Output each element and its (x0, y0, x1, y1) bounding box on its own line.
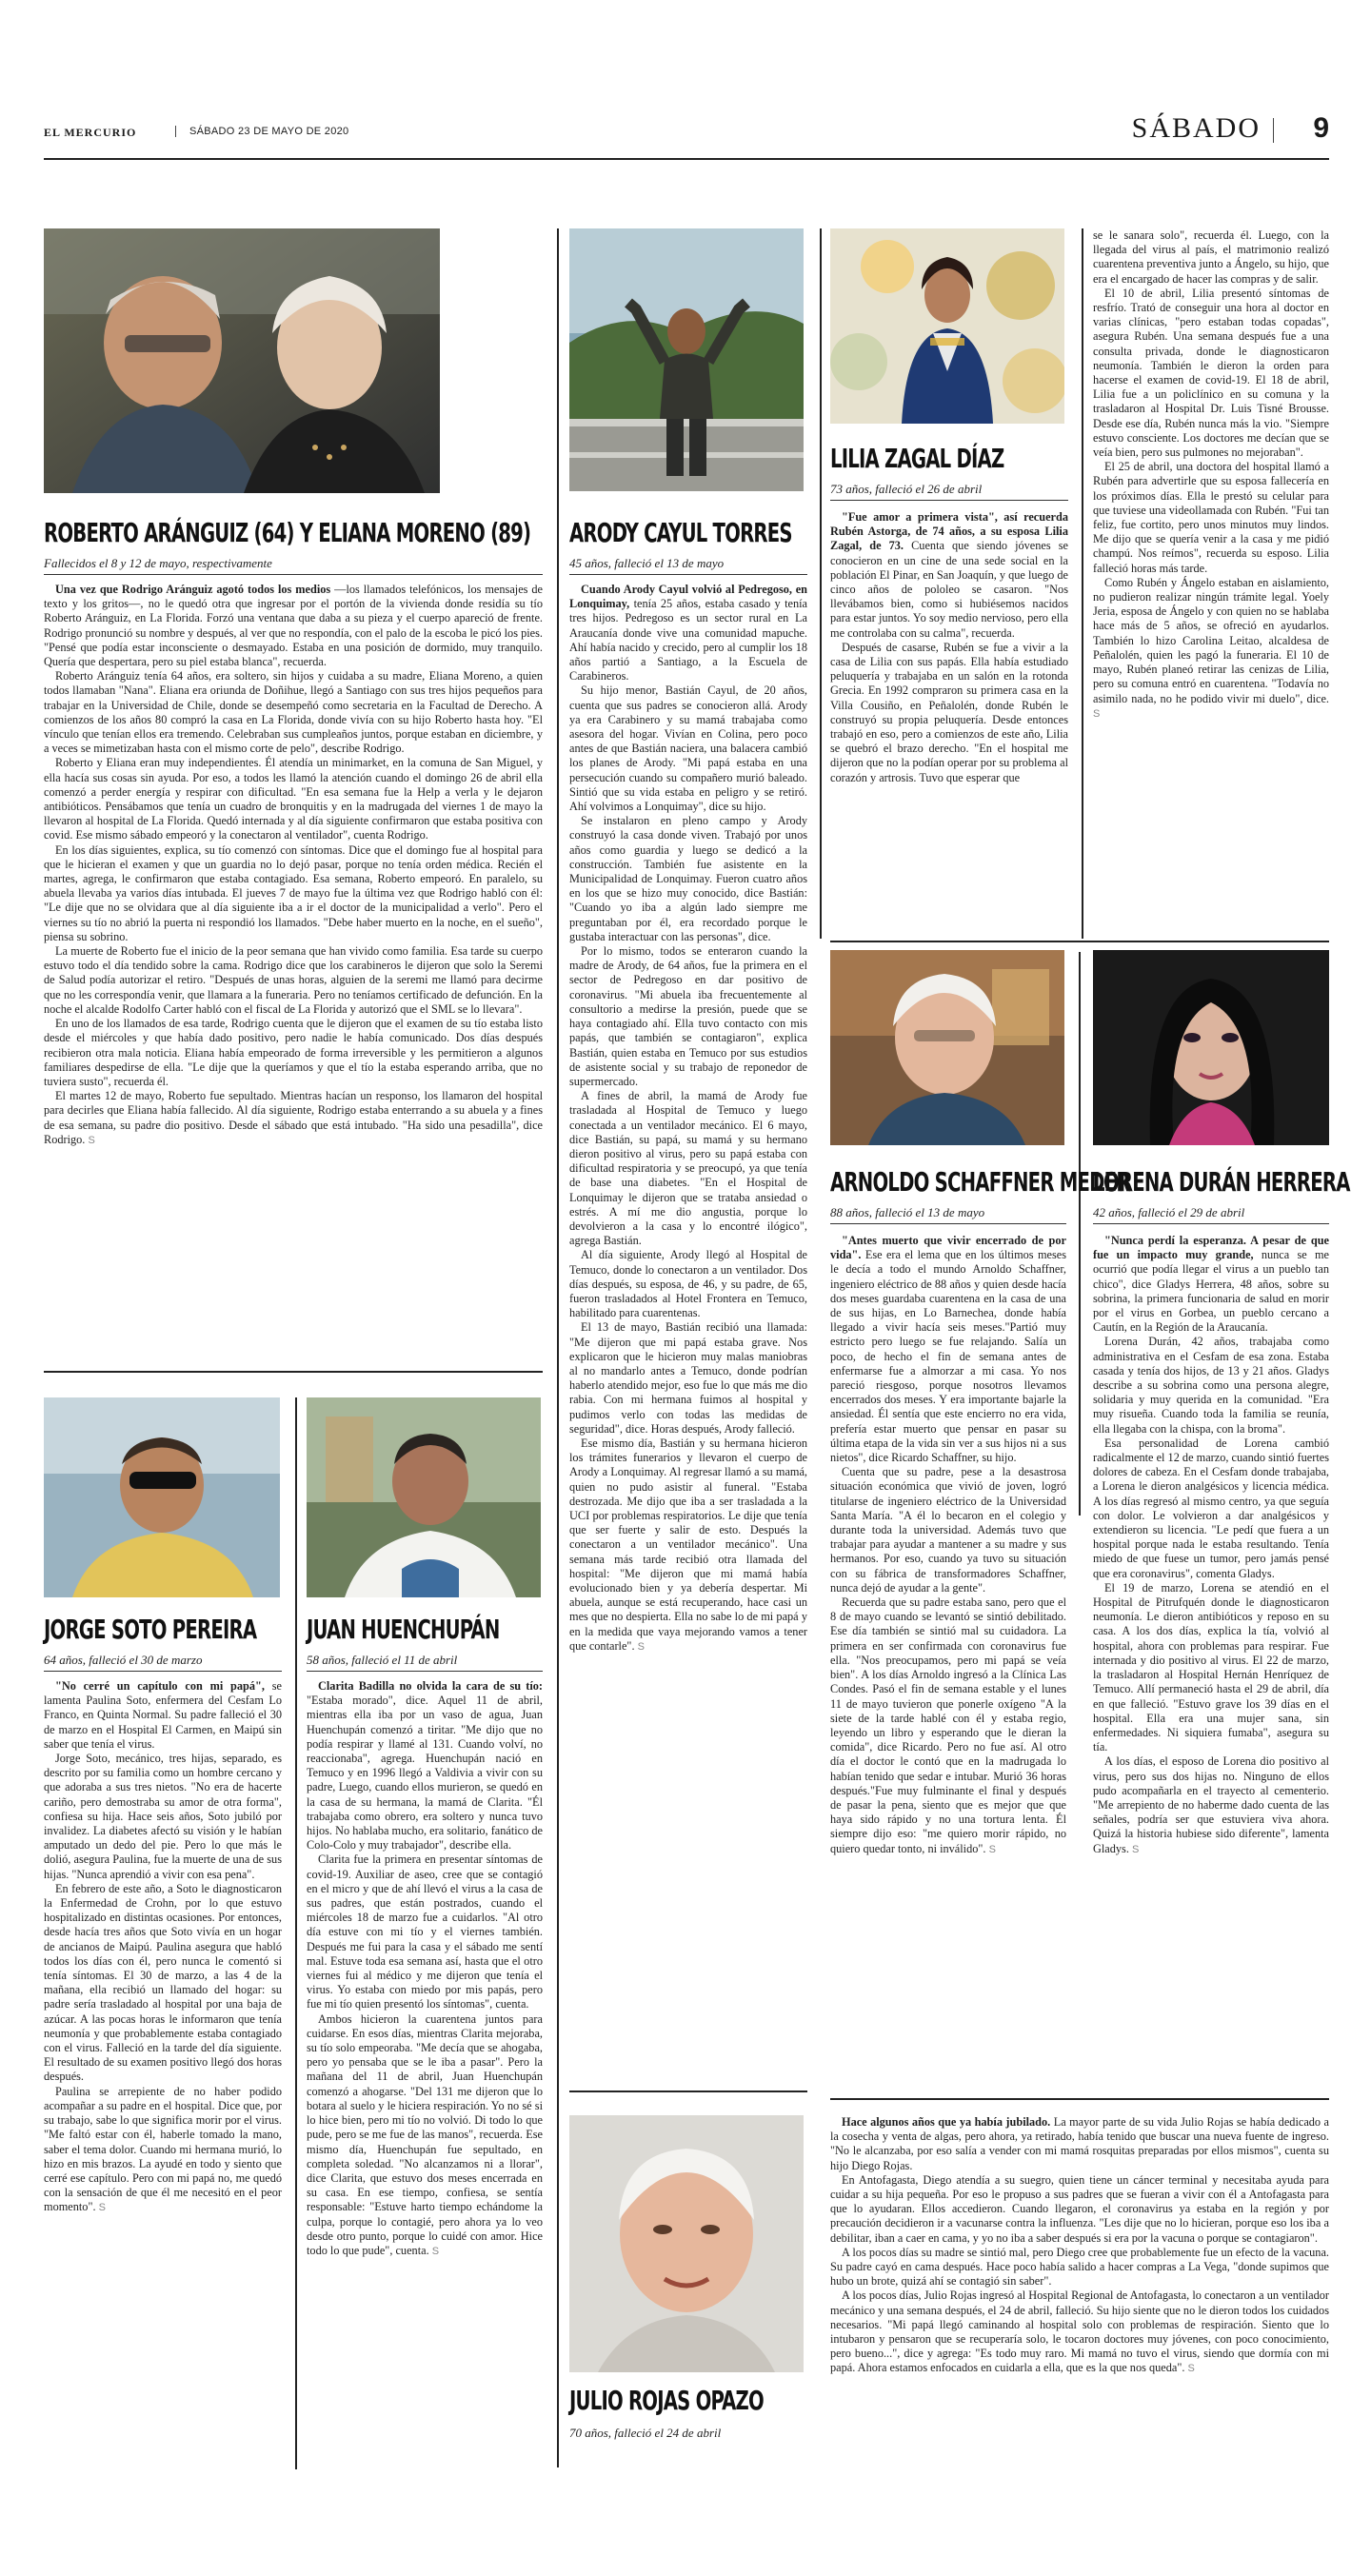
article-body (307, 1679, 543, 2479)
subtitle: 45 años, falleció el 13 de mayo (569, 556, 725, 570)
divider (44, 574, 543, 575)
column-divider (820, 228, 822, 939)
article-body (44, 1679, 282, 2479)
paragraph: Ese era el lema que en los últimos meses le decía a todo el mundo Arnoldo Schaffner, ingeniero eléctrico de 88 años y quien desde hacía dos meses guardaba cuarentena en la casa de una de sus hijas, en Lo Barnechea, donde había llegado a vivir hacía seis meses."Partió muy estricto pero luego se fue relajando. Salía un poco, de hecho el fin de semana antes de enfermarse fue a almorzar a mi casa. Yo nos pareció riesgoso, porque nosotros llevamos encerrados dos meses. Y era importante bajarle la ansiedad. Él sentía que este encierro no era vida, prefería estar muerto que pensar en pasar su última etapa de la vida sin ver a sus hijos ni a sus nietos", dice Ricardo Schaffner, su hijo. (830, 1248, 1066, 1465)
paragraph: —los llamados telefónicos, los mensajes de texto y los gritos—, no le quedó otra que ingresar por el portón de la vivienda donde residía su tío Roberto Aránguiz, en La Florida. Forzó una ventana que daba a su pieza y el cuerpo apareció de frente. Rodrigo pronunció su nombre y después, al ver que no respondía, con el palo de la escoba le picó los pies. "Pensé que podía estar inconsciente o desmayado. Estaba en una posición de dormido, muy tranquilo. Quería que despertara, pero su piel estaba blanca", recuerda. (44, 583, 543, 669)
headline: ARODY CAYUL TORRES (569, 517, 792, 548)
photo-lorena-duran (1093, 950, 1329, 1145)
paragraph: Como Rubén y Ángelo estaban en aislamiento, no pudieron realizar ningún trámite legal. Yoely Jeria, esposa de Ángelo y con quien no se hablaba hace más de 5 años, se ofreció en ayudarlos. También lo hizo Carolina Leitao, alcaldesa de Peñalolén, quien les pagó la funeraria. El 10 de mayo, Rubén planeó retirar las cenizas de Lilia, pero su comuna entró en cuarentena. "Todavía no asimilo nada, no he podido vivir mi duelo", dice. (1093, 575, 1329, 705)
paragraph: En Antofagasta, Diego atendía a su suegro, quien tiene un cáncer terminal y necesitaba ayuda para cuidar a su hija pequeña. Por eso le propuso a sus padres que se fueran a vivir con él a Antofagasta para que lo ayudaran. Ellos accedieron. Cuando llegaron, el coronavirus ya estaba en la región y por precaución decidieron ir a vacunarse contra la influenza. "Les dije que no lo hicieran, porque eso los iba a debilitar, iban a caer en cama, y yo no iba a saber después si era por la vacuna o porque se contagiaron". (830, 2172, 1329, 2245)
paragraph: Roberto Aránguiz tenía 64 años, era soltero, sin hijos y cuidaba a su madre, Eliana Moreno, a quien todos llamaban "Nana". Eliana era oriunda de Doñihue, llegó a Santiago con sus tres hijos pequeños para trabajar en la Universidad de Chile, donde se desempeñó como secretaria en la Facultad de Derecho. A comienzos de los años 80 compró la casa en La Florida, donde vivía con su hijo Roberto hasta hoy. "El vínculo que tenían ellos era tremendo. Celebraban sus cumpleaños juntos, porque estaban en diciembre, y a veces se mimetizaban hasta con el mismo corte de pelo", describe Rodrigo. (44, 669, 543, 756)
end-mark: S (1132, 1843, 1140, 1855)
divider (307, 1671, 543, 1672)
headline: LILIA ZAGAL DÍAZ (830, 443, 1004, 474)
paragraph: El 25 de abril, una doctora del hospital llamó a Rubén para advertirle que su esposa fallecería en los próximos días. Ella le prestó su celular para que tuviese una videollamada con Rubén. "Fui tan feliz, fue cortito, pero unos minutos muy lindos. Me dijo que se quería venir a la casa y me pidió champú. Nos reímos", recuerda su esposo. Lilia falleció horas más tarde. (1093, 460, 1329, 575)
divider (569, 574, 807, 575)
article-body (830, 1234, 1066, 2091)
column-divider (557, 228, 559, 2467)
paragraph: Cuenta que su padre, pese a la desastrosa situación económica que vivió de joven, logró titularse de ingeniero eléctrico de la Universidad Santa María. "A él lo becaron en el colegio y durante toda la universidad. Además tuvo que trabajar para ayudar a mantener a su madre y sus hermanos. Por eso, cuando ya tuvo su situación con su fábrica de transformadores Schaffner, nunca dejó de ayudar a la gente". (830, 1465, 1066, 1595)
end-mark: S (637, 1640, 645, 1653)
paragraph: se lamenta Paulina Soto, enfermera del Cesfam Lo Franco, en Quinta Normal. Su padre falleció el 30 de marzo en el Hospital El Carmen, en Maipú sin saber que tenía el virus. (44, 1679, 282, 1751)
paragraph: Paulina se arrepiente de no haber podido acompañar a su padre en el hospital. Dice que, por su trabajo, sabe lo que significa morir por el virus. "Me faltó estar con él, haberle tomado la mano, saber el tema dolor. Cuando mi hermana murió, lo hizo en mis brazos. La ayudé en todo y siento que cerré ese capítulo. Pero con mi papá no, me quedó con la sensación de que él me necesitó en el peor momento". (44, 2084, 282, 2214)
paragraph: Al día siguiente, Arody llegó al Hospital de Temuco, donde lo conectaron a un ventilador. Dos días después, su esposa, de 46, y su padre, de 65, fueron trasladados al Hotel Frontera en Temuco, habilitado para cuarentenas. (569, 1248, 807, 1320)
paragraph: Por lo mismo, todos se enteraron cuando la madre de Arody, de 64 años, fue la primera en el sector de Pedregoso en dar positivo de coronavirus. "Mi abuela iba frecuentemente al consultorio a medirse la presión, puede que se haya contagiado ahí. Ella tuvo contacto con mis papás, que también se contagiaron", explica Bastián, quien estaba en Temuco por sus estudios de asistente social y su trabajo de reponedor de supermercado. (569, 944, 807, 1088)
page-number: 9 (1313, 112, 1329, 144)
divider (830, 2098, 1329, 2100)
lead: Una vez que Rodrigo Aránguiz agotó todos los medios (55, 583, 331, 596)
photo-roberto-aranguiz-eliana-moreno (44, 228, 440, 493)
subtitle: 73 años, falleció el 26 de abril (830, 482, 983, 496)
lead: Cuando Arody Cayul volvió al Pedregoso, en Lonquimay, (569, 583, 807, 611)
article-body (1093, 1234, 1329, 2071)
paragraph: El martes 12 de mayo, Roberto fue sepultado. Mientras hacían un responso, los llamaron del hospital para decirles que Eliana había fallecido. Al día siguiente, Rodrigo estaba enterrando a su abuela y a fines de esa semana, su padre dio positivo. Desde el sábado que está intubado. "Ha sido una pesadilla", dice Rodrigo. (44, 1089, 543, 1146)
paragraph: A los pocos días, Julio Rojas ingresó al Hospital Regional de Antofagasta, lo conectaron a un ventilador mecánico y una semana después, el 24 de abril, falleció. Su hijo siente que no le dieron todos los cuidados necesarios. "Mi papá llegó caminando al hospital solo con problemas de respiración. Siento que lo intubaron y pensaron que se recuperaría solo, le tocaron doctores muy jóvenes, con poco conocimiento, pero bueno...", dice y agrega: "Es todo muy raro. Mi mamá no tuvo el virus, siendo que dormía con mi papá. Ahora estamos enfocados en cuidarla a ella, que es la que nos queda". (830, 2289, 1329, 2375)
divider (44, 1371, 543, 1373)
lead: "No cerré un capítulo con mi papá", (55, 1679, 265, 1693)
headline: ARNOLDO SCHAFFNER MEDER (830, 1166, 1130, 1198)
paragraph: En febrero de este año, a Soto le diagnosticaron la Enfermedad de Crohn, por lo que estuvo hospitalizado en distintas ocasiones. Por entonces, desde hacía tres años que Soto vivía en un hogar de ancianos de Maipú. Paulina asegura que habló todos los días con él, pero nunca le comentó si tenía síntomas. El 30 de marzo, a las 4 de la mañana, ella recibió un llamado del hogar: su padre sería trasladado al hospital por una baja de azúcar. A las pocas horas le informaron que tenía neumonía y que probablemente estaba contagiado con el virus. Falleció en la tarde del día siguiente. El resultado de su examen positivo llegó dos horas después. (44, 1881, 282, 2084)
lead: "Fue amor a primera vista", así recuerda Rubén Astorga, de 74 años, a su esposa Lilia Zagal, de 73. (830, 510, 1068, 553)
paragraph: A fines de abril, la mamá de Arody fue trasladada al Hospital de Temuco y luego conectada a un ventilador mecánico. El 6 mayo, dice Bastián, su papá, su mamá y su hermano dieron positivo al virus, pero su papá estaba con dificultad respiratoria y se preocupó, ya que tenía de base una diabetes. "En el Hospital de Lonquimay le dijeron que se trataba ansiedad o estrés. A mí me dio angustia, porque lo devolvieron a la casa y lo encontré ilógico", agrega Bastián. (569, 1089, 807, 1248)
paragraph: Su hijo menor, Bastián Cayul, de 20 años, cuenta que sus padres se conocieron allá. Arody ya era Carabinero y su mamá trabajaba como asesora del hogar. Vivían en Colina, pero poco antes de que Bastián naciera, una balacera cambió los planes de Arody. "Mi papá estaba en una persecución cuando su compañero murió baleado. Sintió que su vida estaba en peligro y se retiró. Ahí volvimos a Lonquimay", dice su hijo. (569, 684, 807, 814)
paragraph: A los pocos días su madre se sintió mal, pero Diego cree que probablemente fue un efecto de la vacuna. Su padre cayó en cama después. Hace poco había salido a hacer compras a La Vega, "donde supimos que hubo un brote, quizá ahí se contagió sin saber". (830, 2245, 1329, 2289)
paragraph: "Estaba morado", dice. Aquel 11 de abril, mientras ella iba por un vaso de agua, Juan Huenchupán comenzó a tiritar. "Me dijo que no podía respirar y llamé al 131. Cuando volví, no reaccionaba", agrega. Huenchupán nació en Temuco y en 1996 llegó a Valdivia a vivir con su padre, Luego, cuando ellos murieron, se quedó en la casa de su hermana, la mamá de Clarita. "Él trabajaba como obrero, era soltero y nunca tuvo hijos. No hablaba mucho, era solitario, fanático de Colo-Colo y muy trabajador", describe ella. (307, 1694, 543, 1853)
paragraph: Ese mismo día, Bastián y su hermana hicieron los trámites funerarios y llevaron el cuerpo de Arody a Lonquimay. Al regresar llamó a su mamá, quien no pudo asistir al funeral. "Estaba destrozada. Me dijo que iba a ser trasladada a la UCI por problemas respiratorios. Le dije que tenía que ser fuerte y salir de esto. Después la conectaron a un ventilador mecánico". Una semana más tarde recibió otra llamada del hospital: "Me dijeron que mi mamá había evolucionado bien y ya debería despertar. Mi abuela, aunque se está recuperando, hace casi un mes que no despierta. Ella no sabe lo de mi papá y en la medida que vaya mejorando vamos a tener que contarle". (569, 1436, 807, 1653)
divider (44, 1671, 282, 1672)
paragraph: En los días siguientes, explica, su tío comenzó con síntomas. Dice que el domingo fue al hospital para que le hicieran el examen y que un guardia no lo dejó pasar, porque no tenía orden médica. Recién el martes, agrega, le confirmaron que estaba contagiado. Esa semana, Roberto empeoró. En paralelo, su abuela llevaba ya varios días intubada. El jueves 7 de mayo fue la última vez que Rodrigo habló con él: "Le dije que no se olvidara que al día siguiente iba a ir el doctor de la municipalidad a verlo". Pero el viernes su tío no abrió la puerta ni respondió los llamados. "Debe haber muerto en la noche, en el sueño", piensa su sobrino. (44, 842, 543, 943)
end-mark: S (98, 2202, 106, 2214)
paragraph: Roberto y Eliana eran muy independientes. Él atendía un minimarket, en la comuna de San Miguel, y ella hacía sus cosas sin ayuda. Por eso, a todos les llamó la atención cuando el domingo 26 de abril ella comenzó a perder energía y respirar con dificultad. "En esa semana fue la Help a verla y le dejaron antibióticos. Pensábamos que tenía un cuadro de bronquitis y en la madrugada del viernes 1 de mayo la llevaron al hospital de La Florida. Quedó internada y al día siguiente confirmaron que estaba positiva con covid. Ese mismo sábado empeoró y la conectaron al ventilador", cuenta Rodrigo. (44, 756, 543, 842)
subtitle: Fallecidos el 8 y 12 de mayo, respectivamente (44, 556, 272, 570)
divider (1093, 1223, 1329, 1224)
subtitle: 88 años, falleció el 13 de mayo (830, 1205, 985, 1219)
divider (830, 941, 1329, 942)
end-mark: S (431, 2245, 440, 2257)
lead: Clarita Badilla no olvida la cara de su tío: (318, 1679, 543, 1693)
issue-date: SÁBADO 23 DE MAYO DE 2020 (175, 126, 348, 137)
lead: "Nunca perdí la esperanza. A pesar de que fue un impacto muy grande, (1093, 1234, 1329, 1262)
paragraph: Recuerda que su padre estaba sano, pero que el 8 de mayo cuando se levantó se sintió debilitado. Ese día también se sintió mal su cuidadora. La primera en ser confirmada con coronavirus fue ella. "Nos preocupamos, pero mi papá se veía bien". A los días Arnoldo ingresó a la Clínica Las Condes. Pasó el fin de semana estable y el lunes 11 de mayo tuvieron que ponerle oxígeno "A la siete de la tarde hablé con él y estaba regio, leyendo un libro y esperando que le dieran la comida", dice Ricardo. Pero no fue así. Al otro día el doctor le contó que en la madrugada lo habían tenido que sedar e intubar. Murió 36 horas después."Fue muy fulminante el final y después de pasar la pena, siento que es mejor que que haya sido rápido y no una tortura lenta. Él siempre dijo eso: "me quiero morir rápido, no quiero quedar tonto, ni inválido". (830, 1595, 1066, 1855)
end-mark: S (88, 1134, 95, 1146)
subtitle: 70 años, falleció el 24 de abril (569, 2426, 722, 2440)
column-divider (295, 1397, 297, 2469)
photo-arnoldo-schaffner (830, 950, 1064, 1145)
paragraph: Se instalaron en pleno campo y Arody construyó la casa donde viven. Trabajó por unos años como guardia y luego se dedicó a la construcción. También fue asistente en la Municipalidad de Lonquimay. Fueron cuatro años en los que se hizo muy conocido, dice Bastián: "Cuando yo iba a algún lado siempre me preguntaban por él, era recordado porque le gustaba interactuar con las personas", dice. (569, 814, 807, 943)
headline: JULIO ROJAS OPAZO (569, 2385, 764, 2416)
paragraph: Jorge Soto, mecánico, tres hijas, separado, es descrito por su familia como un hombre cercano y que adoraba a sus tres nietos. "No era de hacerte cariño, pero demostraba su amor de otra forma", confiesa su hija. Hace seis años, Soto jubiló por invalidez. La diabetes afectó su visión y le habían amputado un dedo del pie. Pero lo que más le dolió, asegura Paulina, fue la muerte de una de sus hijas. "Nunca aprendió a vivir con esa pena". (44, 1752, 282, 1881)
paragraph: Esa personalidad de Lorena cambió radicalmente el 12 de marzo, cuando sintió fuertes dolores de cabeza. En el Cesfam donde trabajaba, a Lorena le dieron analgésicos y licencia médica. A los días regresó al mismo centro, ya que seguía con dolor. Le volvieron a dar analgésicos y extendieron su licencia. "Le pedí que fuera a un hospital porque nada le estaba resultando. Tenía miedo de que fuese un tumor, pero jamás pensé que era coronavirus", comenta Gladys. (1093, 1436, 1329, 1580)
paragraph: Después de casarse, Rubén se fue a vivir a la casa de Lilia con sus papás. Ella había estudiado peluquería y trabajaba en un salón en la rotonda Grecia. En 1992 compraron su primera casa en la Villa Cousiño, en Peñalolén, donde Rubén le construyó su propia peluquería. Desde entonces trabajó en eso, pero a comienzos de este año, Lilia se quebró el brazo derecho. "En el hospital me dijeron que no la podían operar por su problema al corazón y artrosis. Tuvo que esperar que (830, 640, 1068, 784)
photo-arody-cayul (569, 228, 804, 491)
headline: JORGE SOTO PEREIRA (44, 1614, 257, 1645)
paragraph: El 19 de marzo, Lorena se atendió en el Hospital de Pitrufquén donde le diagnosticaron neumonía. Le dieron antibióticos y reposo en su casa. A los dos días, explica la tía, volvió al hospital, ahora con problemas para respirar. Fue internada y dio positivo al virus. El 22 de marzo, la trasladaron al Hospital Hernán Henríquez de Temuco. Allí permaneció hasta el 29 de abril, día en que falleció. "Estuvo grave los 39 días en el hospital. Ella era una mujer sana, sin enfermedades. Ni siquiera fumaba", asegura su tía. (1093, 1580, 1329, 1754)
column-divider (1079, 952, 1081, 1516)
column-divider (1082, 228, 1083, 939)
lead: "Antes muerto que vivir encerrado de por vida". (830, 1234, 1066, 1262)
divider (569, 2091, 807, 2092)
subtitle: 42 años, falleció el 29 de abril (1093, 1205, 1245, 1219)
paragraph: tenía 25 años, estaba casado y tenía tres hijos. Pedregoso es un sector rural en La Araucanía donde vive una comunidad mapuche. Ahí había nacido y crecido, pero al cumplir los 18 años partió a Santiago, a la Escuela de Carabineros. (569, 597, 807, 684)
photo-lilia-zagal (830, 228, 1064, 424)
paragraph: La mayor parte de su vida Julio Rojas se había dedicado a la cosecha y venta de algas, pero ahora, ya retirado, había tenido que buscar una nueva fuente de ingreso. "No le alcanzaba, por eso salía a vender con mi mamá rosquitas preparadas por ellos mismos", cuenta su hijo Diego Rojas. (830, 2115, 1329, 2172)
end-mark: S (1093, 707, 1101, 720)
paragraph: A los días, el esposo de Lorena dio positivo al virus, pero sus dos hijas no. Ninguno de ellos pudo acompañarla en el trayecto al cementerio. "Me arrepiento de no haberme dado cuenta de las señales, podría ser que estuviera viva ahora. Quizá la historia hubiese sido diferente", lamenta Gladys. (1093, 1754, 1329, 1855)
headline: LORENA DURÁN HERRERA (1093, 1166, 1350, 1198)
headline: JUAN HUENCHUPÁN (307, 1614, 500, 1645)
paragraph: La muerte de Roberto fue el inicio de la peor semana que han vivido como familia. Esa tarde su cuerpo estuvo todo el día tendido sobre la cama. Rodrigo dice que los carabineros le dijeron que solo la Seremi de Salud podía autorizar el retiro. "Después de unas horas, alguien de la seremi me llamó para decirme que no les correspondía venir, que llamara a la funeraria. Pero no teníamos certificado de defunción. En la noche el alcalde Rodolfo Carter habló con el fiscal de La Florida y autorizó que el SML se lo llevara". (44, 944, 543, 1016)
paragraph: En uno de los llamados de esa tarde, Rodrigo cuenta que le dijeron que el examen de su tío estaba listo desde el miércoles y que había dado positivo, pero nadie le había comunicado. Dos días después recibieron otra mala noticia. Eliana había empeorado de forma irreversible y les permitieron a algunos familiares despedirse de ella. "Le dije que la queríamos y que el tío la estaba esperando arriba, que no tuviera susto", recuerda él. (44, 1017, 543, 1088)
paragraph: Clarita fue la primera en presentar síntomas de covid-19. Auxiliar de aseo, cree que se contagió en el micro y que de ahí llevó el virus a la casa de sus padres, que están postrados, cuando el miércoles 18 de marzo fue a cuidarlos. "Al otro día estuve con mi tío y el viernes también. Después me fui para la casa y el sábado me sentí mal. Estuve toda esa semana así, hasta que el otro viernes fui al médico y me dijeron que tenía el virus. Yo estaba con miedo por mis papás, pero fue mi tío quien presentó los síntomas", cuenta. (307, 1853, 543, 2011)
paragraph: se le sanara solo", recuerda él. Luego, con la llegada del virus al país, el matrimonio realizó cuarentena preventiva junto a Ángelo, su hijo, que era el encargado de hacer las compras y de salir. (1093, 228, 1329, 286)
section-title: SÁBADO (1131, 112, 1261, 144)
photo-juan-huenchupan (307, 1397, 541, 1597)
end-mark: S (1187, 2363, 1195, 2375)
divider (830, 500, 1068, 501)
newspaper-name: EL MERCURIO (44, 126, 137, 139)
article-body-continued (1093, 228, 1329, 933)
article-body (830, 510, 1068, 929)
photo-julio-rojas (569, 2115, 804, 2372)
article-body (830, 2115, 1329, 2477)
paragraph: El 13 de mayo, Bastián recibió una llamada: "Me dijeron que mi papá estaba grave. Nos explicaron que le hicieron muy malas maniobras al no mandarlo antes a Temuco, donde podrían haberlo atendido mejor, eso fue lo que más me dio rabia. Con mi hermana fuimos al hospital y pudimos verlo con todas las medidas de seguridad", dice. Horas después, Arody falleció. (569, 1320, 807, 1436)
divider (830, 1223, 1066, 1224)
paragraph: Ambos hicieron la cuarentena juntos para cuidarse. En esos días, mientras Clarita mejoraba, su tío solo empeoraba. "Me decía que se ahogaba, pero yo pensaba que se le iba a pasar". Pero la mañana del 11 de abril, Juan Huenchupán comenzó a ahogarse. "Del 131 me dijeron que lo botara al suelo y le hiciera respiración. Yo no sé si lo hice bien, pero mi tío no volvió. Di todo lo que pude, pero se me fue de las manos", recuerda. Ese mismo día, Huenchupán fue sepultado, en completa soledad. "No alcanzamos ni a llorar", dice Clarita, que estuvo dos meses encerrada en su casa. En ese tiempo, confiesa, se sentía responsable: "Estuve harto tiempo echándome la culpa, porque lo contagié, pero ahora ya lo veo desde otro punto, porque lo cuidé con amor. Hice todo lo que pude", cuenta. (307, 2011, 543, 2257)
photo-jorge-soto (44, 1397, 280, 1597)
masthead (44, 112, 1329, 160)
headline: ROBERTO ARÁNGUIZ (64) Y ELIANA MORENO (89) (44, 517, 531, 548)
paragraph: El 10 de abril, Lilia presentó síntomas de resfrío. Trató de conseguir una hora al doctor en varias clínicas, "pero estaban todas copadas", asegura Rubén. Una semana después fue a una consulta privada, donde le diagnosticaron neumonía. También le dieron la orden para hacerse el examen de covid-19. El 18 de abril, Lilia fue a un policlínico en su comuna y la trasladaron al Hospital Dr. Luis Tisné Brousse. Desde ese día, Rubén nunca más la vio. "Siempre estuvo consciente. Los doctores me decían que se veía bien, pero sus pulmones no mejoraban". (1093, 286, 1329, 460)
subtitle: 64 años, falleció el 30 de marzo (44, 1653, 203, 1667)
lead: Hace algunos años que ya había jubilado. (842, 2115, 1051, 2129)
paragraph: Lorena Durán, 42 años, trabajaba como administrativa en el Cesfam de esa zona. Estaba casada y tenía dos hijos, de 13 y 21 años. Gladys describe a su sobrina como una persona alegre, solidaria y muy querida en la comunidad. "Era muy risueña. Cuando toda la familia se reunía, ella llegaba con la chispa, con la broma". (1093, 1335, 1329, 1436)
paragraph: Cuenta que siendo jóvenes se conocieron en un cine de una sede social en la población El Pinar, en San Joaquín, y que luego de cinco años de pololeo se casaron. "Nos llevábamos bien, como si hubiésemos nacidos para estar juntos. Yo soy medio nervioso, pero ella me controlaba con su calma", recuerda. (830, 539, 1068, 640)
article-body (44, 583, 543, 1344)
end-mark: S (988, 1843, 996, 1855)
paragraph: nunca se me ocurrió que podía llegar el virus a un pueblo tan chico", dice Gladys Herrera, 48 años, sobre su sobrina, la primera funcionaria de salud en morir por el virus en Gorbea, un pueblo cercano a Cautín, en la Región de la Araucanía. (1093, 1248, 1329, 1335)
subtitle: 58 años, falleció el 11 de abril (307, 1653, 458, 1667)
masthead-divider (1273, 118, 1274, 143)
